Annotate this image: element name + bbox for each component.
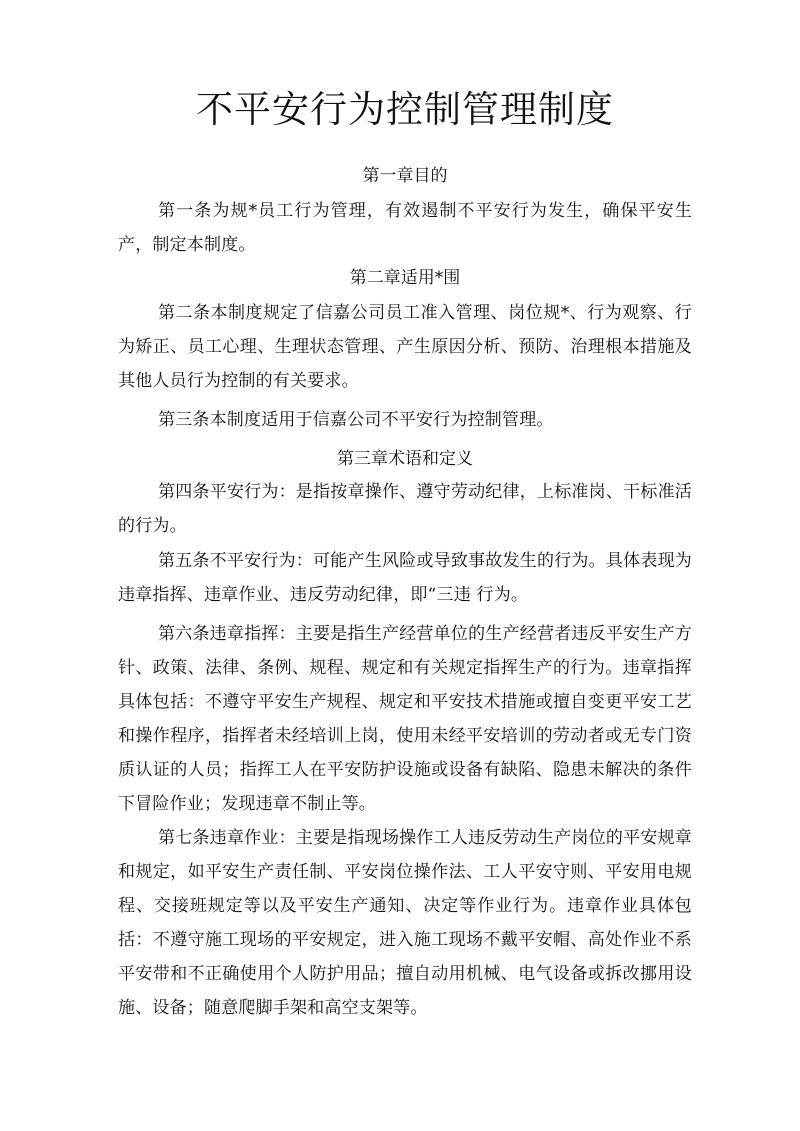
chapter-heading-3: 第三章术语和定义 xyxy=(337,449,473,469)
article-5: 第五条不平安行为：可能产生风险或导致事故发生的行为。具体表现为违章指挥、违章作业、违反劳动纪律，即“三违 行为。 xyxy=(118,551,692,605)
article-3: 第三条本制度适用于信嘉公司不平安行为控制管理。 xyxy=(158,410,554,430)
article-1: 第一条为规*员工行为管理，有效遏制不平安行为发生，确保平安生产，制定本制度。 xyxy=(118,201,692,255)
article-4: 第四条平安行为：是指按章操作、遵守劳动纪律，上标准岗、干标准活的行为。 xyxy=(118,482,692,536)
chapter-heading-2: 第二章适用*围 xyxy=(349,268,461,288)
article-2: 第二条本制度规定了信嘉公司员工准入管理、岗位规*、行为观察、行为矫正、员工心理、生理状态管理、产生原因分析、预防、治理根本措施及其他人员行为控制的有关要求。 xyxy=(118,303,692,391)
article-6: 第六条违章指挥：主要是指生产经营单位的生产经营者违反平安生产方针、政策、法律、条例、规程、规定和有关规定指挥生产的行为。违章指挥具体包括：不遵守平安生产规程、规定和平安技术措施或擅自变更平安工艺和操作程序，指挥者未经培训上岗，使用未经平安培训的劳动者或无专门资质认证的人员；指挥工人在平安防护设施或设备有缺陷、隐患未解决的条件下冒险作业；发现违章不制止等。 xyxy=(118,624,692,814)
article-7: 第七条违章作业：主要是指现场操作工人违反劳动生产岗位的平安规章和规定，如平安生产责任制、平安岗位操作法、工人平安守则、平安用电规程、交接班规定等以及平安生产通知、决定等作业行为。违章作业具体包括：不遵守施工现场的平安规定，进入施工现场不戴平安帽、高处作业不系平安带和不正确使用个人防护用品；擅自动用机械、电气设备或拆改挪用设施、设备；随意爬脚手架和高空支架等。 xyxy=(118,828,692,1018)
chapter-heading-1: 第一章目的 xyxy=(362,166,448,186)
document-title: 不平安行为控制管理制度 xyxy=(196,88,614,131)
